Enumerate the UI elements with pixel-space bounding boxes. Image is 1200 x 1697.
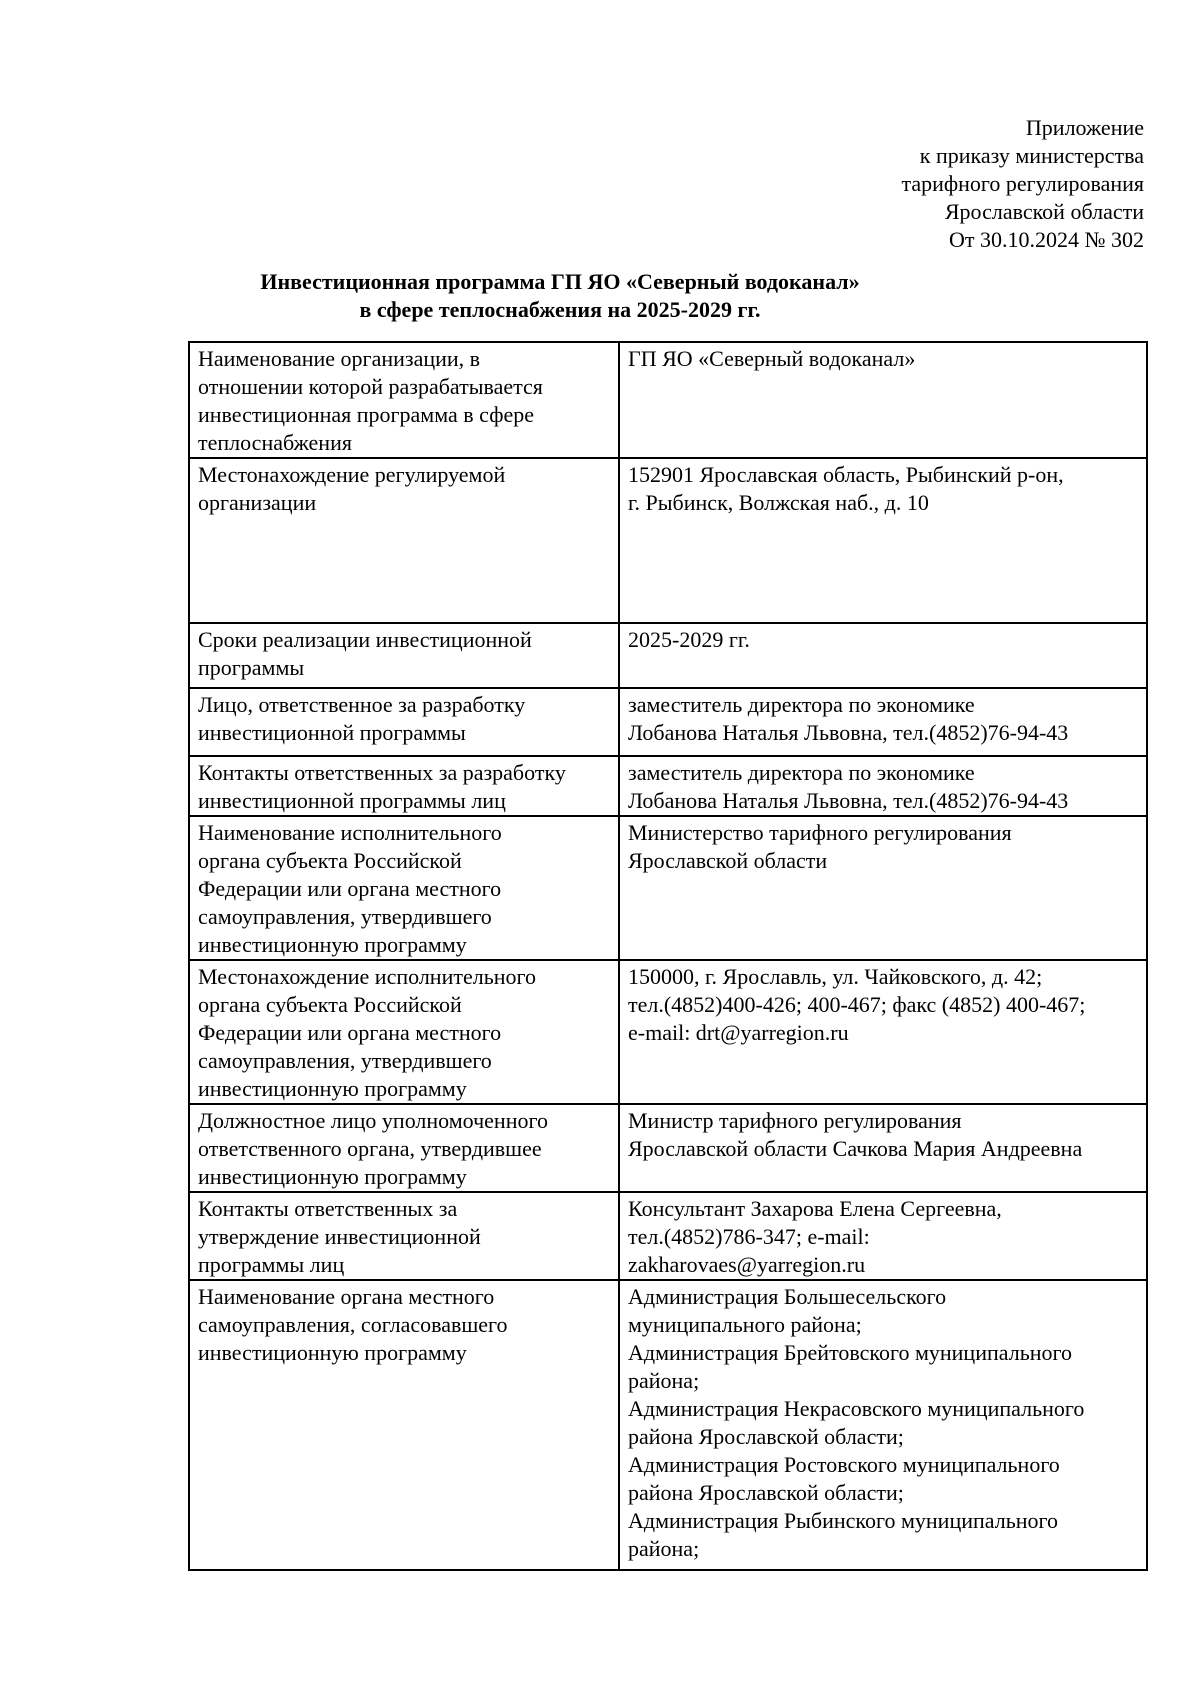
row-label-line: инвестиционную программу: [198, 1164, 467, 1189]
table-row: [189, 342, 1147, 458]
table-row: [189, 623, 1147, 688]
row-label-cell: [189, 342, 619, 458]
row-value-cell: [619, 458, 1147, 623]
row-label-line: утверждение инвестиционной: [198, 1224, 481, 1249]
table-row: [189, 458, 1147, 623]
row-value-line: г. Рыбинск, Волжская наб., д. 10: [628, 490, 929, 515]
title-line-1: Инвестиционная программа ГП ЯО «Северный водоканал»: [260, 269, 860, 294]
appendix-line: Приложение: [1025, 115, 1144, 140]
row-label-line: ответственного органа, утвердившее: [198, 1136, 542, 1161]
row-value-line: ГП ЯО «Северный водоканал»: [628, 346, 916, 371]
row-label-line: инвестиционная программа в сфере: [198, 402, 534, 427]
row-value-line: 150000, г. Ярославль, ул. Чайковского, д. 42;: [628, 964, 1043, 989]
title-line-2: в сфере теплоснабжения на 2025-2029 гг.: [359, 297, 761, 322]
table-row: [189, 960, 1147, 1104]
row-value-line: района Ярославской области;: [628, 1424, 904, 1449]
row-value-line: Ярославской области Сачкова Мария Андреевна: [628, 1136, 1083, 1161]
row-value-line: муниципального района;: [628, 1312, 862, 1337]
row-value-cell: [619, 816, 1147, 960]
row-value-line: Лобанова Наталья Львовна, тел.(4852)76-94-43: [628, 720, 1069, 745]
row-label-line: программы: [198, 655, 305, 680]
table-row: [189, 816, 1147, 960]
row-label-line: Контакты ответственных за: [198, 1196, 458, 1221]
row-value-line: Администрация Большесельского: [628, 1284, 947, 1309]
row-value-cell: [619, 1192, 1147, 1280]
row-value-line: Администрация Брейтовского муниципального: [628, 1340, 1072, 1365]
row-label-line: Местонахождение регулируемой: [198, 462, 506, 487]
row-label-line: инвестиционную программу: [198, 1340, 467, 1365]
table-row: [189, 1104, 1147, 1192]
row-label-line: Контакты ответственных за разработку: [198, 760, 566, 785]
row-label-line: Федерации или органа местного: [198, 1020, 502, 1045]
row-label-line: Сроки реализации инвестиционной: [198, 627, 532, 652]
row-value-line: Администрация Некрасовского муниципального: [628, 1396, 1085, 1421]
table-row: [189, 1280, 1147, 1570]
appendix-header: [901, 114, 1144, 254]
row-label-line: органа субъекта Российской: [198, 992, 462, 1017]
row-label-cell: [189, 458, 619, 623]
row-label-line: Федерации или органа местного: [198, 876, 502, 901]
row-value-line: района;: [628, 1368, 700, 1393]
table-row: [189, 688, 1147, 756]
row-value-line: Консультант Захарова Елена Сергеевна,: [628, 1196, 1002, 1221]
row-label-line: Наименование организации, в: [198, 346, 481, 371]
row-value-cell: [619, 1104, 1147, 1192]
row-label-cell: [189, 623, 619, 688]
row-label-line: Лицо, ответственное за разработку: [198, 692, 526, 717]
row-label-cell: [189, 1192, 619, 1280]
row-label-line: органа субъекта Российской: [198, 848, 462, 873]
row-label-cell: [189, 688, 619, 756]
program-info-table-body: [189, 342, 1147, 1570]
row-value-line: 152901 Ярославская область, Рыбинский р-он,: [628, 462, 1064, 487]
appendix-line: к приказу министерства: [919, 143, 1144, 168]
program-info-table: [188, 341, 1148, 1571]
row-label-line: Наименование исполнительного: [198, 820, 502, 845]
table-row: [189, 756, 1147, 816]
row-value-line: Министерство тарифного регулирования: [628, 820, 1012, 845]
row-value-cell: [619, 623, 1147, 688]
row-value-line: Администрация Ростовского муниципального: [628, 1452, 1060, 1477]
row-label-cell: [189, 756, 619, 816]
row-label-line: самоуправления, утвердившего: [198, 1048, 492, 1073]
row-label-line: организации: [198, 490, 317, 515]
row-label-line: инвестиционную программу: [198, 1076, 467, 1101]
row-value-line: тел.(4852)400-426; 400-467; факс (4852) 400-467;: [628, 992, 1086, 1017]
row-value-line: e-mail: drt@yarregion.ru: [628, 1020, 849, 1045]
row-label-line: Должностное лицо уполномоченного: [198, 1108, 548, 1133]
row-value-cell: [619, 756, 1147, 816]
row-value-line: заместитель директора по экономике: [628, 760, 975, 785]
row-value-line: Ярославской области: [628, 848, 828, 873]
row-value-line: тел.(4852)786-347; e-mail:: [628, 1224, 870, 1249]
row-value-line: Министр тарифного регулирования: [628, 1108, 962, 1133]
appendix-line: тарифного регулирования: [901, 171, 1144, 196]
row-label-line: Местонахождение исполнительного: [198, 964, 536, 989]
row-label-line: программы лиц: [198, 1252, 345, 1277]
row-value-line: 2025-2029 гг.: [628, 627, 750, 652]
row-label-line: самоуправления, согласовавшего: [198, 1312, 508, 1337]
row-label-line: самоуправления, утвердившего: [198, 904, 492, 929]
document-title: [0, 268, 1120, 324]
row-value-line: Администрация Рыбинского муниципального: [628, 1508, 1058, 1533]
row-label-cell: [189, 816, 619, 960]
table-row: [189, 1192, 1147, 1280]
row-label-cell: [189, 960, 619, 1104]
row-value-line: района Ярославской области;: [628, 1480, 904, 1505]
row-value-line: zakharovaes@yarregion.ru: [628, 1252, 866, 1277]
row-value-cell: [619, 688, 1147, 756]
row-value-cell: [619, 1280, 1147, 1570]
row-label-line: отношении которой разрабатывается: [198, 374, 543, 399]
appendix-order-number: От 30.10.2024 № 302: [949, 227, 1144, 252]
row-label-line: инвестиционной программы лиц: [198, 788, 506, 813]
row-value-cell: [619, 960, 1147, 1104]
row-label-cell: [189, 1104, 619, 1192]
row-value-line: района;: [628, 1536, 700, 1561]
row-label-line: Наименование органа местного: [198, 1284, 495, 1309]
row-value-line: заместитель директора по экономике: [628, 692, 975, 717]
row-label-line: теплоснабжения: [198, 430, 352, 455]
appendix-line: Ярославской области: [944, 199, 1144, 224]
row-value-line: Лобанова Наталья Львовна, тел.(4852)76-94-43: [628, 788, 1069, 813]
row-label-cell: [189, 1280, 619, 1570]
row-label-line: инвестиционной программы: [198, 720, 466, 745]
row-label-line: инвестиционную программу: [198, 932, 467, 957]
row-value-cell: [619, 342, 1147, 458]
